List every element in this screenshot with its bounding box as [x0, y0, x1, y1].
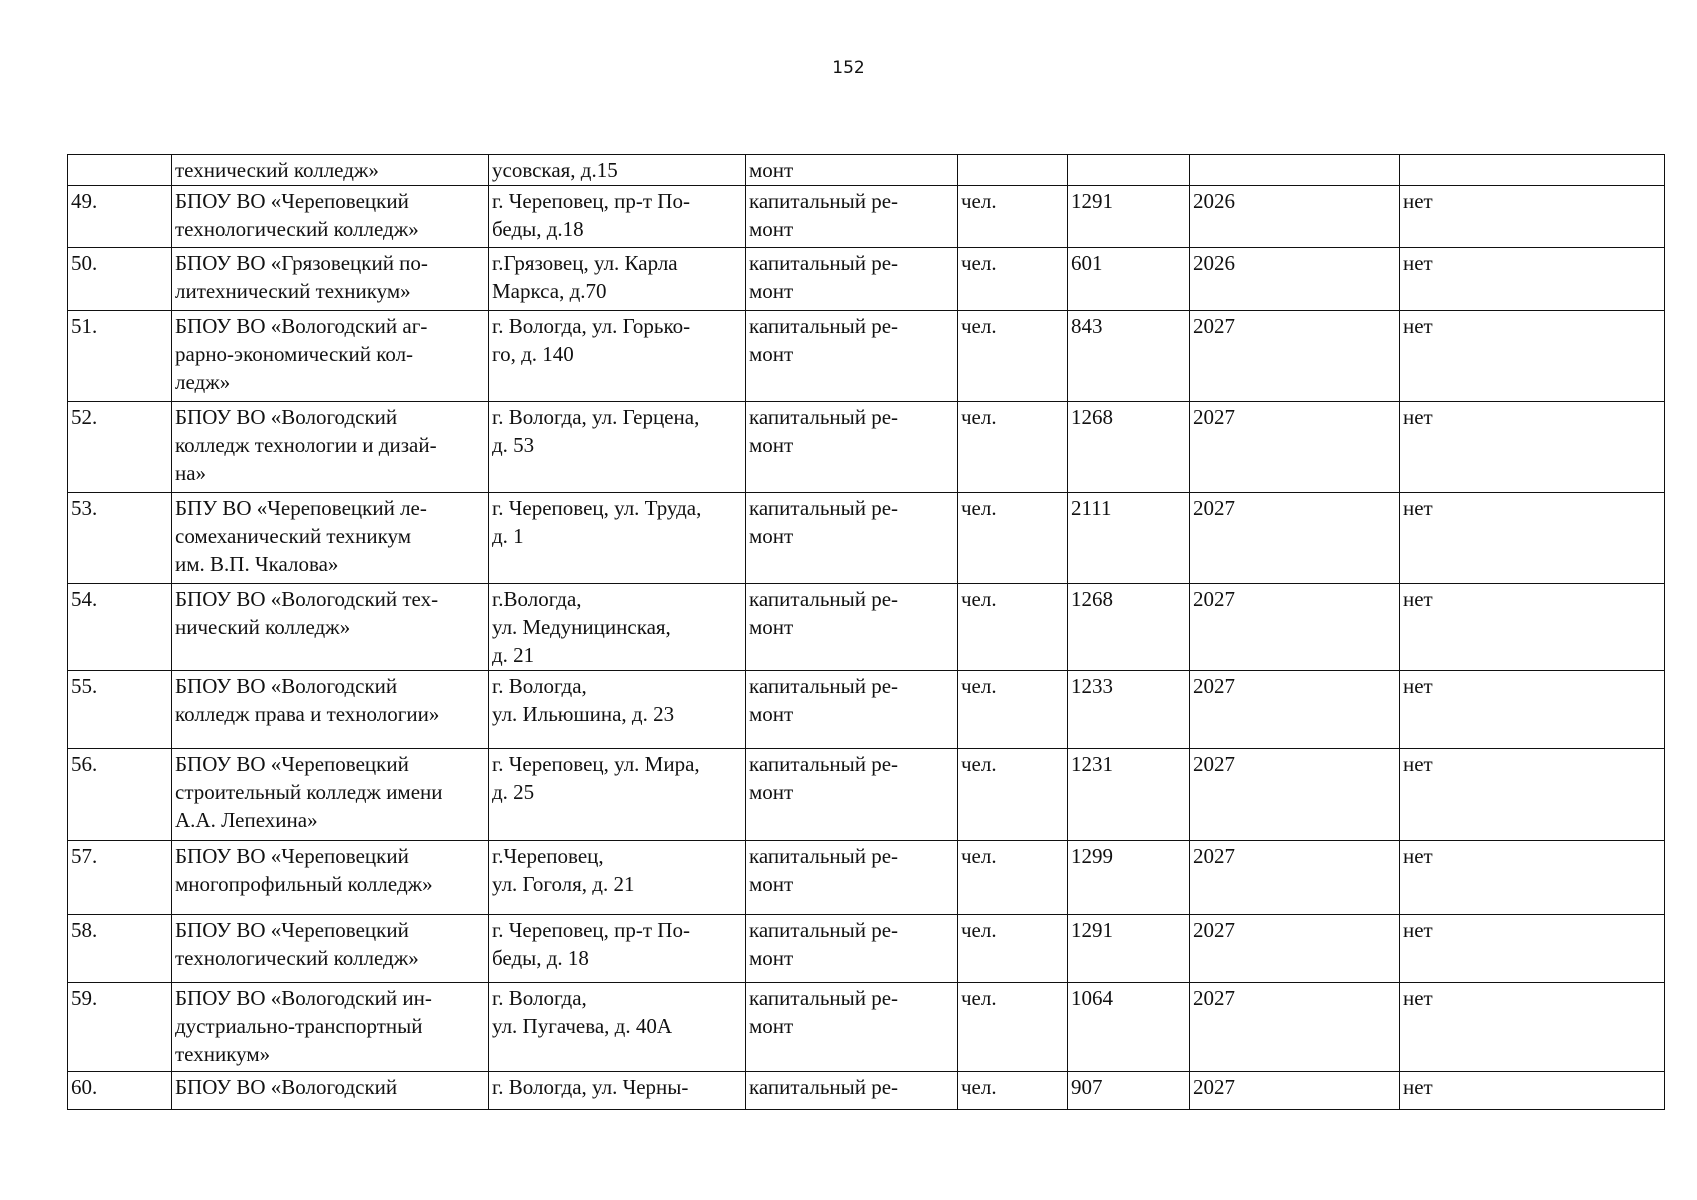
- year-cell: 2027: [1190, 402, 1400, 493]
- value-cell: 1233: [1068, 671, 1190, 749]
- facilities-table: [67, 154, 1665, 1110]
- table-row: [68, 1072, 1665, 1110]
- unit-cell: чел.: [958, 186, 1068, 248]
- flag-cell: нет: [1400, 311, 1665, 402]
- work-type-cell: капитальный ре-: [746, 1072, 958, 1110]
- flag-cell: нет: [1400, 493, 1665, 584]
- table-row: [68, 915, 1665, 983]
- table-row: [68, 402, 1665, 493]
- address-cell: г.Череповец, ул. Гоголя, д. 21: [489, 841, 746, 915]
- value-cell: 1064: [1068, 983, 1190, 1072]
- flag-cell: нет: [1400, 248, 1665, 311]
- unit-cell: чел.: [958, 584, 1068, 671]
- institution-name-cell: БПОУ ВО «Череповецкий технологический колледж»: [172, 186, 489, 248]
- unit-cell: чел.: [958, 402, 1068, 493]
- year-cell: 2027: [1190, 311, 1400, 402]
- unit-cell: чел.: [958, 248, 1068, 311]
- unit-cell: чел.: [958, 841, 1068, 915]
- address-cell: г.Грязовец, ул. Карла Маркса, д.70: [489, 248, 746, 311]
- value-cell: 843: [1068, 311, 1190, 402]
- year-cell: 2027: [1190, 983, 1400, 1072]
- address-cell: г. Вологда, ул. Пугачева, д. 40А: [489, 983, 746, 1072]
- table-row: [68, 841, 1665, 915]
- institution-name-cell: БПОУ ВО «Череповецкий многопрофильный колледж»: [172, 841, 489, 915]
- work-type-cell: капитальный ре- монт: [746, 749, 958, 841]
- value-cell: 601: [1068, 248, 1190, 311]
- work-type-cell: капитальный ре- монт: [746, 311, 958, 402]
- year-cell: 2027: [1190, 671, 1400, 749]
- flag-cell: нет: [1400, 841, 1665, 915]
- table-row: [68, 248, 1665, 311]
- address-cell: г. Вологда, ул. Горько- го, д. 140: [489, 311, 746, 402]
- flag-cell: нет: [1400, 1072, 1665, 1110]
- address-cell: г. Вологда, ул. Ильюшина, д. 23: [489, 671, 746, 749]
- flag-cell: нет: [1400, 671, 1665, 749]
- year-cell: [1190, 155, 1400, 186]
- row-number-cell: 53.: [68, 493, 172, 584]
- table-row: [68, 155, 1665, 186]
- institution-name-cell: БПОУ ВО «Вологодский тех- нический колледж»: [172, 584, 489, 671]
- work-type-cell: капитальный ре- монт: [746, 493, 958, 584]
- unit-cell: чел.: [958, 311, 1068, 402]
- row-number-cell: 55.: [68, 671, 172, 749]
- work-type-cell: капитальный ре- монт: [746, 584, 958, 671]
- table-row: [68, 311, 1665, 402]
- unit-cell: чел.: [958, 671, 1068, 749]
- row-number-cell: 56.: [68, 749, 172, 841]
- table-row: [68, 186, 1665, 248]
- flag-cell: нет: [1400, 186, 1665, 248]
- address-cell: г.Вологда, ул. Медуницинская, д. 21: [489, 584, 746, 671]
- work-type-cell: капитальный ре- монт: [746, 248, 958, 311]
- address-cell: г. Череповец, пр-т По- беды, д.18: [489, 186, 746, 248]
- address-cell: г. Вологда, ул. Герцена, д. 53: [489, 402, 746, 493]
- table-row: [68, 584, 1665, 671]
- value-cell: 907: [1068, 1072, 1190, 1110]
- institution-name-cell: БПОУ ВО «Вологодский колледж технологии и дизай- на»: [172, 402, 489, 493]
- row-number-cell: 58.: [68, 915, 172, 983]
- row-number-cell: 57.: [68, 841, 172, 915]
- table-row: [68, 749, 1665, 841]
- work-type-cell: капитальный ре- монт: [746, 841, 958, 915]
- work-type-cell: монт: [746, 155, 958, 186]
- year-cell: 2026: [1190, 248, 1400, 311]
- row-number-cell: 52.: [68, 402, 172, 493]
- institution-name-cell: БПОУ ВО «Вологодский аг- рарно-экономический кол- ледж»: [172, 311, 489, 402]
- institution-name-cell: технический колледж»: [172, 155, 489, 186]
- value-cell: 1231: [1068, 749, 1190, 841]
- row-number-cell: 60.: [68, 1072, 172, 1110]
- flag-cell: нет: [1400, 915, 1665, 983]
- institution-name-cell: БПОУ ВО «Череповецкий технологический колледж»: [172, 915, 489, 983]
- year-cell: 2027: [1190, 749, 1400, 841]
- institution-name-cell: БПОУ ВО «Вологодский колледж права и технологии»: [172, 671, 489, 749]
- unit-cell: чел.: [958, 749, 1068, 841]
- page-number: 152: [832, 58, 865, 78]
- unit-cell: чел.: [958, 983, 1068, 1072]
- address-cell: г. Вологда, ул. Черны-: [489, 1072, 746, 1110]
- row-number-cell: 59.: [68, 983, 172, 1072]
- institution-name-cell: БПОУ ВО «Череповецкий строительный колледж имени А.А. Лепехина»: [172, 749, 489, 841]
- flag-cell: нет: [1400, 584, 1665, 671]
- row-number-cell: 51.: [68, 311, 172, 402]
- work-type-cell: капитальный ре- монт: [746, 402, 958, 493]
- value-cell: 1268: [1068, 584, 1190, 671]
- value-cell: 2111: [1068, 493, 1190, 584]
- unit-cell: чел.: [958, 1072, 1068, 1110]
- address-cell: г. Череповец, ул. Мира, д. 25: [489, 749, 746, 841]
- row-number-cell: 49.: [68, 186, 172, 248]
- year-cell: 2027: [1190, 841, 1400, 915]
- institution-name-cell: БПОУ ВО «Грязовецкий по- литехнический техникум»: [172, 248, 489, 311]
- institution-name-cell: БПОУ ВО «Вологодский ин- дустриально-транспортный техникум»: [172, 983, 489, 1072]
- work-type-cell: капитальный ре- монт: [746, 983, 958, 1072]
- unit-cell: чел.: [958, 493, 1068, 584]
- value-cell: 1291: [1068, 186, 1190, 248]
- work-type-cell: капитальный ре- монт: [746, 186, 958, 248]
- institution-name-cell: БПОУ ВО «Вологодский: [172, 1072, 489, 1110]
- flag-cell: нет: [1400, 402, 1665, 493]
- year-cell: 2027: [1190, 915, 1400, 983]
- value-cell: 1299: [1068, 841, 1190, 915]
- row-number-cell: 50.: [68, 248, 172, 311]
- value-cell: 1268: [1068, 402, 1190, 493]
- address-cell: г. Череповец, ул. Труда, д. 1: [489, 493, 746, 584]
- flag-cell: нет: [1400, 983, 1665, 1072]
- flag-cell: нет: [1400, 749, 1665, 841]
- table-row: [68, 983, 1665, 1072]
- table-body: [68, 155, 1665, 1110]
- unit-cell: чел.: [958, 915, 1068, 983]
- year-cell: 2027: [1190, 493, 1400, 584]
- work-type-cell: капитальный ре- монт: [746, 915, 958, 983]
- row-number-cell: 54.: [68, 584, 172, 671]
- institution-name-cell: БПУ ВО «Череповецкий ле- сомеханический техникум им. В.П. Чкалова»: [172, 493, 489, 584]
- year-cell: 2027: [1190, 584, 1400, 671]
- unit-cell: [958, 155, 1068, 186]
- address-cell: усовская, д.15: [489, 155, 746, 186]
- flag-cell: [1400, 155, 1665, 186]
- table-row: [68, 671, 1665, 749]
- row-number-cell: [68, 155, 172, 186]
- year-cell: 2026: [1190, 186, 1400, 248]
- work-type-cell: капитальный ре- монт: [746, 671, 958, 749]
- value-cell: [1068, 155, 1190, 186]
- address-cell: г. Череповец, пр-т По- беды, д. 18: [489, 915, 746, 983]
- year-cell: 2027: [1190, 1072, 1400, 1110]
- value-cell: 1291: [1068, 915, 1190, 983]
- table-row: [68, 493, 1665, 584]
